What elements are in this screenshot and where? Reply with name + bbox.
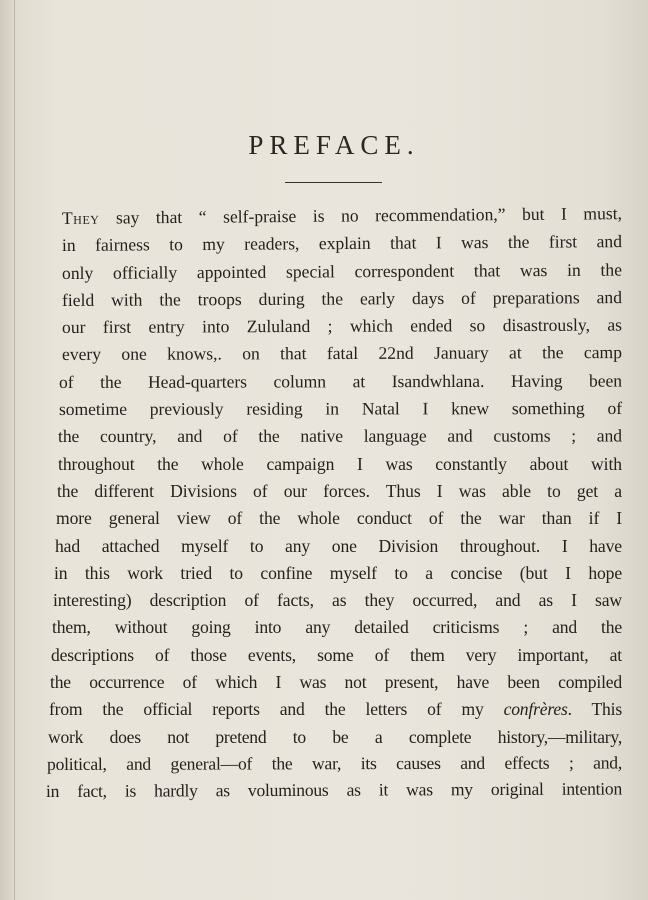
page-heading: PREFACE.	[248, 130, 420, 160]
text-line: interesting) description of facts, as they occurred, and as I saw	[53, 590, 622, 611]
opening-word: They	[61, 207, 100, 228]
heading-rule	[285, 182, 382, 183]
text-line: throughout the whole campaign I was constantly about with	[58, 453, 622, 474]
italic-word: confrères	[503, 699, 568, 720]
text-line: sometime previously residing in Natal I knew something of	[58, 398, 623, 420]
text-line: the occurrence of which I was not present, have been compiled	[50, 672, 622, 693]
text-line: our first entry into Zululand ; which ended so disastrously, as	[61, 314, 623, 338]
text-line: only officially appointed special correspondent that was in the	[61, 259, 623, 283]
text-line: had attached myself to any one Division throughout. I have	[55, 535, 622, 556]
text-line: of the Head-quarters column at Isandwhlana. Having been	[58, 370, 623, 392]
text-line: in this work tried to confine myself to a concise (but I hope	[54, 562, 622, 583]
text-line: them, without going into any detailed criticisms ; and the	[52, 617, 622, 638]
text-line: field with the troops during the early days of preparations and	[61, 286, 623, 310]
text-line: descriptions of those events, some of them very important, at	[51, 644, 622, 665]
preface-body	[45, 203, 623, 806]
text-line: the country, and of the native language and customs ; and	[57, 425, 623, 447]
text-line: every one knows,. on that fatal 22nd January at the camp	[61, 342, 623, 365]
text-line: more general view of the whole conduct of the war than if I	[56, 508, 622, 529]
text-line: in fairness to my readers, explain that I was the first and	[61, 231, 623, 256]
text-line: from the official reports and the letters of my confrères. This	[49, 699, 622, 720]
text-line: They say that “ self-praise is no recommendation,” but I must,	[61, 203, 623, 228]
text-line: the different Divisions of our forces. Thus I was able to get a	[57, 480, 622, 501]
text-line: political, and general—of the war, its causes and effects ; and,	[46, 752, 623, 774]
text-line: in fact, is hardly as voluminous as it was my original intention	[45, 778, 623, 802]
text-line: work does not pretend to be a complete history,—military,	[48, 726, 622, 747]
